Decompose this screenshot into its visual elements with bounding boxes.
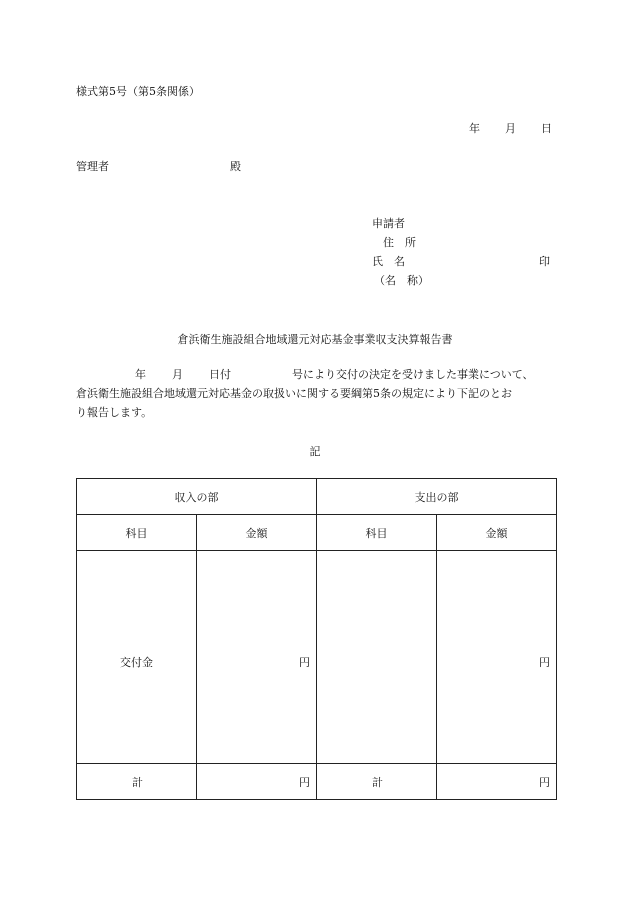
address-label: 住所 [383, 236, 427, 249]
income-amount-cell: 円 [197, 551, 317, 764]
seal-label: 印 [539, 255, 550, 268]
applicant-label: 申請者 [372, 217, 405, 230]
date-month-label: 月 [505, 122, 516, 135]
recipient-name: 管理者 [76, 160, 109, 173]
income-item-header: 科目 [77, 515, 197, 551]
income-total-amount: 円 [197, 764, 317, 800]
expense-item-cell [317, 551, 437, 764]
income-amount-header: 金額 [197, 515, 317, 551]
body-line-2: 倉浜衛生施設組合地域還元対応基金の取扱いに関する要綱第5条の規定により下記のとお [76, 387, 512, 400]
expense-total-label: 計 [317, 764, 437, 800]
note-mark: 記 [309, 445, 321, 458]
column-header-row [77, 515, 557, 551]
expense-header: 支出の部 [317, 479, 557, 515]
body-day: 日付 [209, 368, 231, 381]
form-number: 様式第5号（第5条関係） [76, 85, 200, 98]
table-body-row [77, 551, 557, 764]
date-day-label: 日 [541, 122, 552, 135]
date-year-label: 年 [469, 122, 480, 135]
expense-total-amount: 円 [437, 764, 557, 800]
name-label: 氏名 [372, 255, 416, 268]
body-month: 月 [172, 368, 183, 381]
expense-item-header: 科目 [317, 515, 437, 551]
organization-label: （名 称） [374, 274, 429, 287]
body-year: 年 [135, 368, 146, 381]
body-line-3: り報告します。 [76, 406, 153, 419]
body-line-1: 号により交付の決定を受けました事業について、 [292, 368, 534, 381]
income-total-label: 計 [77, 764, 197, 800]
expense-amount-header: 金額 [437, 515, 557, 551]
income-header: 収入の部 [77, 479, 317, 515]
total-row [77, 764, 557, 800]
income-item-cell: 交付金 [77, 551, 197, 764]
income-expense-table [76, 478, 557, 800]
recipient-honorific: 殿 [230, 160, 241, 173]
document-title: 倉浜衛生施設組合地域還元対応基金事業収支決算報告書 [177, 333, 453, 346]
section-header-row [77, 479, 557, 515]
expense-amount-cell: 円 [437, 551, 557, 764]
